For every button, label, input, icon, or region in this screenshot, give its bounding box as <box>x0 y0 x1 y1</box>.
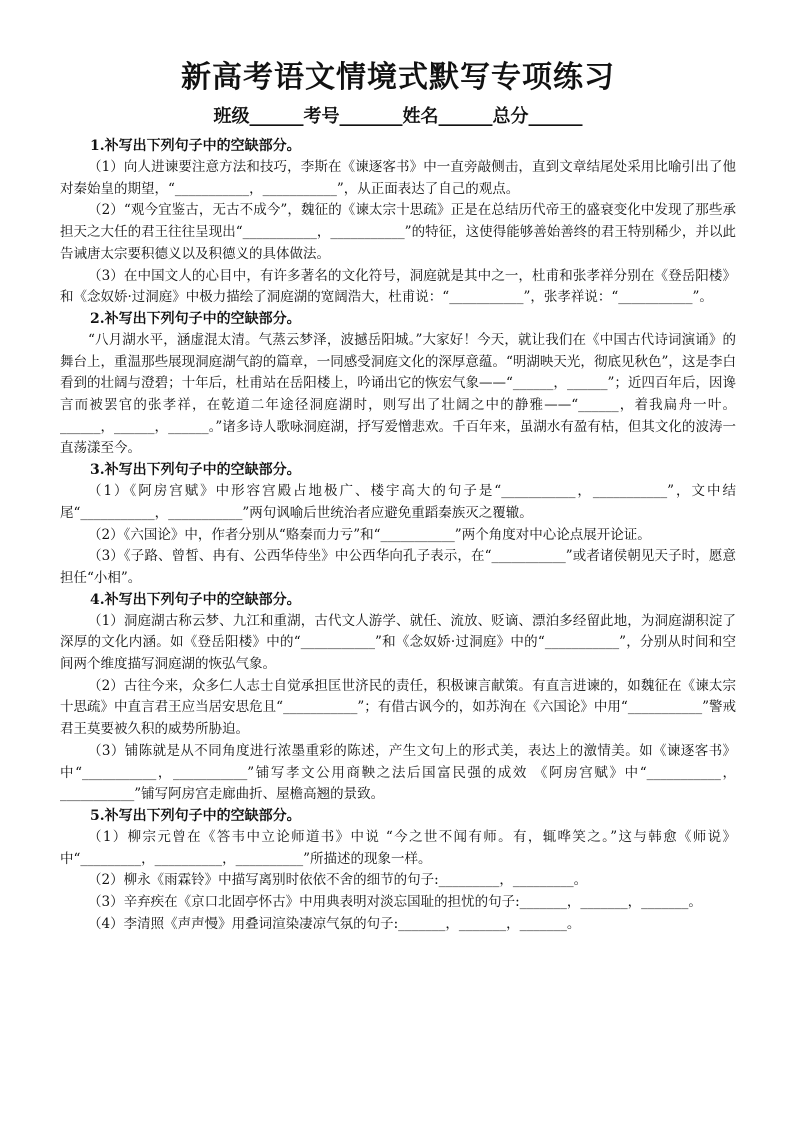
question-1 <box>60 136 736 309</box>
question-item: （2）古往今来，众多仁人志士自觉承担匡世济民的责任，积极谏言献策。有直言进谏的，如魏征在《谏太宗十思疏》中直言君王应当居安思危且“___________”；有借古讽今的，如苏洵在《六国论》中用“___________”警戒君王莫要被久积的威势所胁迫。 <box>60 677 736 738</box>
page-title: 新高考语文情境式默写专项练习 <box>181 60 615 95</box>
question-item: （3）铺陈就是从不同角度进行浓墨重彩的陈述，产生文句上的形式美，表达上的激情美。如《谏逐客书》中“___________，___________”铺写孝文公用商鞅之法后国富民强的成效 《阿房宫赋》中“___________，___________”铺写阿房宫走廊曲折、屋檐高翘的景致。 <box>60 742 736 803</box>
question-item: （3）辛弃疾在《京口北固亭怀古》中用典表明对淡忘国耻的担忧的句子:_______，_______，_______。 <box>88 894 702 911</box>
question-item: （1）洞庭湖古称云梦、九江和重湖，古代文人游学、就任、流放、贬谪、漂泊多经留此地，为洞庭湖积淀了深厚的文化内涵。如《登岳阳楼》中的“___________”和《念奴娇·过洞庭》中的“___________”，分别从时间和空间两个维度描写洞庭湖的恢弘气象。 <box>60 612 736 673</box>
question-item: （2）“观今宜鉴古，无古不成今”，魏征的《谏太宗十思疏》正是在总结历代帝王的盛衰变化中发现了那些承担天之大任的君王往往呈现出“___________，___________”的特征，这使得能够善始善终的君王特别稀少，并以此告诫唐太宗要积德义以及积德义的具体做法。 <box>60 202 736 262</box>
question-2 <box>60 309 736 460</box>
question-item: “八月湖水平，涵虚混太清。气蒸云梦泽，波撼岳阳城。”大家好！今天，就让我们在《中国古代诗词演诵》的舞台上，重温那些展现洞庭湖气韵的篇章，一同感受洞庭文化的深厚意蕴。“明湖映天光，彻底见秋色”，这是李白看到的壮阔与澄碧；十年后，杜甫站在岳阳楼上，吟诵出它的恢宏气象——“______，______”；近四百年后，因谗言而被罢官的张孝祥，在乾道二年途径洞庭湖时，则写出了壮阔之中的静雅——“______，着我扁舟一叶。______，______，______。”诸多诗人歌咏洞庭湖，抒写爱憎悲欢。千百年来，虽湖水有盈有枯，但其文化的波涛一直荡漾至今。 <box>60 331 736 457</box>
question-5 <box>60 806 736 936</box>
question-item: （3）在中国文人的心目中，有许多著名的文化符号，洞庭就是其中之一，杜甫和张孝祥分别在《登岳阳楼》和《念奴娇·过洞庭》中极力描绘了洞庭湖的宽阔浩大，杜甫说：“___________”，张孝祥说：“___________”。 <box>60 267 736 306</box>
question-item: （2）柳永《雨霖铃》中描写离别时依依不舍的细节的句子:_________，_________。 <box>88 872 588 889</box>
question-4 <box>60 590 736 806</box>
question-item: （1）柳宗元曾在《答韦中立论师道书》中说 “今之世不闻有师。有，辄哗笑之。”这与韩愈《师说》中“_________，__________，__________”所描述的现象一样。 <box>60 828 736 867</box>
question-heading: 5.补写出下列句子中的空缺部分。 <box>90 807 301 824</box>
student-info-line: 班级______考号_______姓名______总分______ <box>213 106 583 127</box>
question-heading: 4.补写出下列句子中的空缺部分。 <box>90 591 301 608</box>
question-item: （4）李清照《声声慢》用叠词渲染凄凉气氛的句子:_______，_______，_______。 <box>88 915 581 932</box>
question-item: （2）《六国论》中，作者分别从“赂秦而力亏”和“___________”两个角度对中心论点展开论证。 <box>88 526 651 543</box>
question-item: （1）向人进谏要注意方法和技巧，李斯在《谏逐客书》中一直旁敲侧击，直到文章结尾处采用比喻引出了他对秦始皇的期望，“___________，___________”，从正面表达了自己的观点。 <box>60 159 736 197</box>
question-heading: 2.补写出下列句子中的空缺部分。 <box>90 310 301 327</box>
question-heading: 1.补写出下列句子中的空缺部分。 <box>90 138 301 154</box>
worksheet-page <box>60 58 736 936</box>
question-3 <box>60 460 736 590</box>
question-item: （3）《子路、曾皙、冉有、公西华侍坐》中公西华向孔子表示，在“___________”或者诸侯朝见天子时，愿意担任“小相”。 <box>60 548 736 586</box>
question-item: （1）《阿房宫赋》中形容宫殿占地极广、楼宇高大的句子是“___________，___________”，文中结尾“___________，___________”两句讽喻后世统治者应避免重蹈秦族灭之覆辙。 <box>60 483 736 521</box>
question-heading: 3.补写出下列句子中的空缺部分。 <box>90 462 301 479</box>
